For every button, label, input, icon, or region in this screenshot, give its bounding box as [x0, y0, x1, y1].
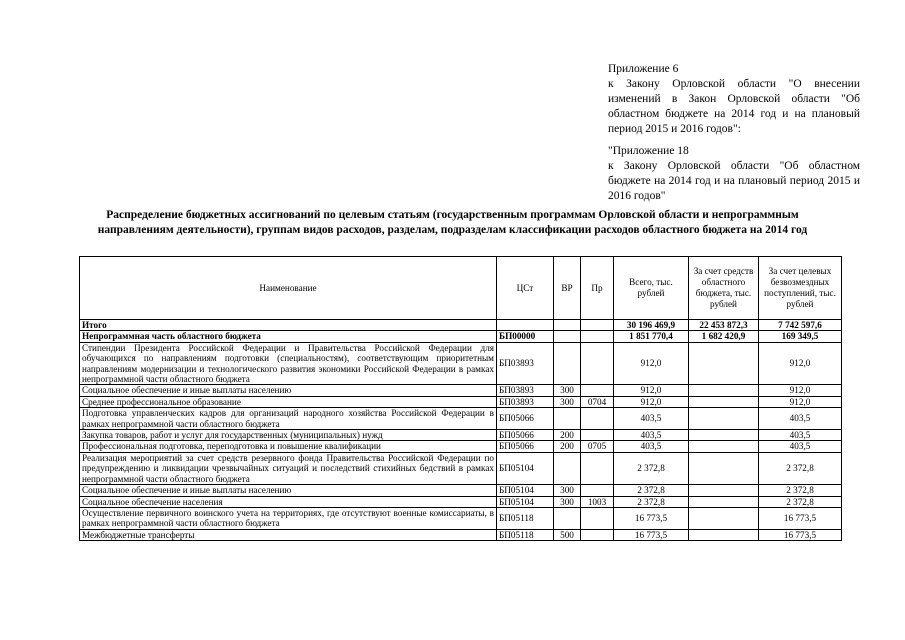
- table-row: [80, 507, 842, 529]
- cell-regional: 22 453 872,3: [689, 320, 759, 331]
- cell-targeted: 7 742 597,6: [759, 320, 842, 331]
- cell-pr: 0704: [581, 396, 614, 407]
- cell-regional: [689, 452, 759, 484]
- cell-pr: [581, 485, 614, 496]
- cell-name: Непрограммная часть областного бюджета: [80, 331, 497, 342]
- header-pr: Пр: [581, 257, 614, 320]
- cell-vr: 200: [554, 430, 581, 441]
- cell-total: 912,0: [614, 385, 689, 396]
- table-row: [80, 320, 842, 331]
- cell-total: 1 851 770,4: [614, 331, 689, 342]
- header-regional: За счет средств областного бюджета, тыс. рублей: [689, 257, 759, 320]
- header-targeted: За счет целевых безвозмездных поступлений, тыс. рублей: [759, 257, 842, 320]
- budget-table: [79, 256, 842, 541]
- cell-total: 2 372,8: [614, 452, 689, 484]
- cell-cst: БП05104: [497, 496, 554, 507]
- annex-6-header: [608, 62, 860, 137]
- cell-cst: [497, 320, 554, 331]
- cell-regional: [689, 529, 759, 540]
- cell-pr: [581, 507, 614, 529]
- cell-targeted: 403,5: [759, 430, 842, 441]
- cell-regional: [689, 396, 759, 407]
- cell-vr: 300: [554, 385, 581, 396]
- table-row: [80, 496, 842, 507]
- table-header-row: [80, 257, 842, 320]
- table-row: [80, 452, 842, 484]
- cell-vr: [554, 452, 581, 484]
- table-row: [80, 342, 842, 385]
- cell-targeted: 403,5: [759, 441, 842, 452]
- cell-total: 912,0: [614, 342, 689, 385]
- header-name: Наименование: [80, 257, 497, 320]
- table-row: [80, 529, 842, 540]
- cell-pr: [581, 385, 614, 396]
- cell-name: Осуществление первичного воинского учета на территориях, где отсутствуют военные комиссариаты, в рамках непрограммной части областного бюджета: [80, 507, 497, 529]
- cell-name: Профессиональная подготовка, переподготовка и повышение квалификации: [80, 441, 497, 452]
- cell-pr: [581, 408, 614, 430]
- cell-targeted: 169 349,5: [759, 331, 842, 342]
- cell-cst: БП03893: [497, 342, 554, 385]
- cell-targeted: 912,0: [759, 342, 842, 385]
- cell-cst: БП03893: [497, 396, 554, 407]
- cell-total: 403,5: [614, 408, 689, 430]
- cell-name: Итого: [80, 320, 497, 331]
- cell-targeted: 16 773,5: [759, 529, 842, 540]
- cell-targeted: 403,5: [759, 408, 842, 430]
- cell-vr: [554, 408, 581, 430]
- cell-regional: [689, 385, 759, 396]
- cell-pr: 1003: [581, 496, 614, 507]
- cell-regional: [689, 441, 759, 452]
- table-row: [80, 430, 842, 441]
- annex-18-header: [608, 144, 860, 204]
- cell-name: Подготовка управленческих кадров для организаций народного хозяйства Российской Федерации в рамках непрограммной части областного бюджета: [80, 408, 497, 430]
- cell-regional: [689, 496, 759, 507]
- cell-pr: [581, 529, 614, 540]
- cell-total: 30 196 469,9: [614, 320, 689, 331]
- cell-regional: [689, 485, 759, 496]
- cell-vr: [554, 320, 581, 331]
- cell-targeted: 912,0: [759, 396, 842, 407]
- cell-name: Закупка товаров, работ и услуг для государственных (муниципальных) нужд: [80, 430, 497, 441]
- cell-cst: БП03893: [497, 385, 554, 396]
- cell-cst: БП05066: [497, 430, 554, 441]
- cell-vr: 300: [554, 485, 581, 496]
- cell-targeted: 2 372,8: [759, 452, 842, 484]
- cell-regional: [689, 342, 759, 385]
- cell-name: Среднее профессиональное образование: [80, 396, 497, 407]
- cell-cst: БП05066: [497, 408, 554, 430]
- cell-name: Реализация мероприятий за счет средств резервного фонда Правительства Российской Федерации по предупреждению и ликвидации чрезвычайных ситуаций и последствий стихийных бедствий в рамках непрограммной части областного бюджета: [80, 452, 497, 484]
- cell-total: 16 773,5: [614, 507, 689, 529]
- cell-pr: 0705: [581, 441, 614, 452]
- cell-regional: [689, 507, 759, 529]
- table-row: [80, 408, 842, 430]
- cell-targeted: 2 372,8: [759, 485, 842, 496]
- cell-cst: БП05118: [497, 507, 554, 529]
- table-row: [80, 385, 842, 396]
- cell-name: Социальное обеспечение и иные выплаты населению: [80, 385, 497, 396]
- cell-vr: 200: [554, 441, 581, 452]
- annex-6-reference: к Закону Орловской области "О внесении изменений в Закон Орловской области "Об областном бюджете на 2014 год и на плановый период 2015 и 2016 годов":: [608, 78, 860, 135]
- header-total: Всего, тыс. рублей: [614, 257, 689, 320]
- table-row: [80, 441, 842, 452]
- cell-total: 403,5: [614, 430, 689, 441]
- cell-vr: 300: [554, 496, 581, 507]
- cell-cst: БП05104: [497, 452, 554, 484]
- cell-pr: [581, 331, 614, 342]
- cell-targeted: 2 372,8: [759, 496, 842, 507]
- document-title: Распределение бюджетных ассигнований по целевым статьям (государственным программам Орловской области и непрограммным направлениям деятельности), группам видов расходов, разделам, подразделам классификации расходов областного бюджета на 2014 год: [97, 209, 808, 236]
- cell-pr: [581, 342, 614, 385]
- cell-targeted: 16 773,5: [759, 507, 842, 529]
- cell-pr: [581, 320, 614, 331]
- cell-vr: 300: [554, 396, 581, 407]
- cell-pr: [581, 452, 614, 484]
- cell-name: Стипендии Президента Российской Федерации и Правительства Российской Федерации для обучающихся по направлениям подготовки (специальностям), соответствующим приоритетным направлениям модернизации и технологического развития экономики Российской Федерации в рамках непрограммной части областного бюджета: [80, 342, 497, 385]
- table-row: [80, 396, 842, 407]
- table-row: [80, 485, 842, 496]
- header-cst: ЦСт: [497, 257, 554, 320]
- cell-cst: БП05118: [497, 529, 554, 540]
- cell-total: 2 372,8: [614, 485, 689, 496]
- cell-regional: [689, 430, 759, 441]
- header-vr: ВР: [554, 257, 581, 320]
- cell-name: Социальное обеспечение и иные выплаты населению: [80, 485, 497, 496]
- cell-vr: [554, 342, 581, 385]
- cell-cst: БП05104: [497, 485, 554, 496]
- cell-vr: [554, 331, 581, 342]
- cell-targeted: 912,0: [759, 385, 842, 396]
- cell-name: Межбюджетные трансферты: [80, 529, 497, 540]
- annex-6-title: Приложение 6: [608, 63, 679, 75]
- cell-total: 2 372,8: [614, 496, 689, 507]
- cell-total: 912,0: [614, 396, 689, 407]
- cell-regional: [689, 408, 759, 430]
- cell-regional: 1 682 420,9: [689, 331, 759, 342]
- cell-pr: [581, 430, 614, 441]
- cell-cst: БП00000: [497, 331, 554, 342]
- annex-18-reference: к Закону Орловской области "Об областном бюджете на 2014 год и на плановый период 2015 и 2016 годов": [608, 160, 860, 202]
- cell-cst: БП05066: [497, 441, 554, 452]
- table-body: [80, 320, 842, 541]
- cell-vr: [554, 507, 581, 529]
- cell-vr: 500: [554, 529, 581, 540]
- cell-total: 16 773,5: [614, 529, 689, 540]
- annex-18-title: "Приложение 18: [608, 145, 689, 157]
- cell-name: Социальное обеспечение населения: [80, 496, 497, 507]
- cell-total: 403,5: [614, 441, 689, 452]
- table-row: [80, 331, 842, 342]
